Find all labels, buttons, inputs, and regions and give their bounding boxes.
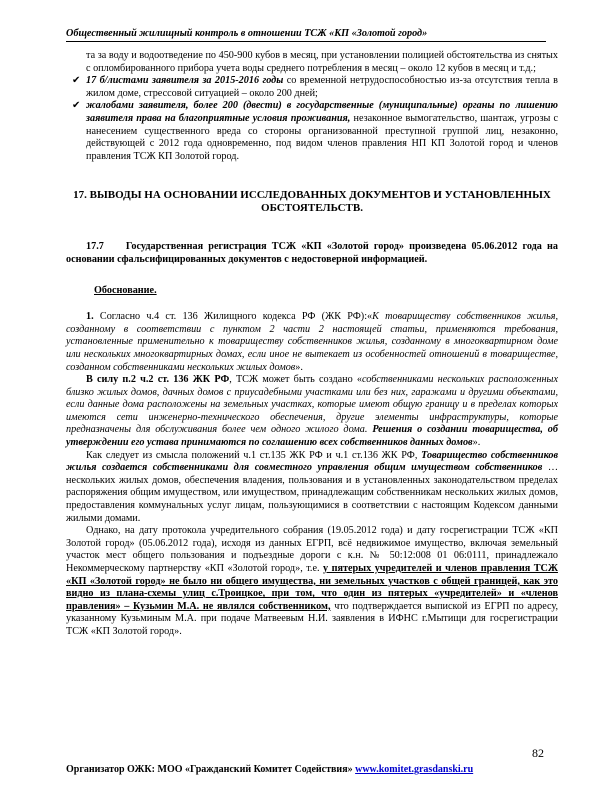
paragraph-2 <box>66 374 558 450</box>
subsection-heading <box>66 241 558 266</box>
bold-quote-text: Решения о создании товарищества, об утверждении его устава принимаются по соглашению всех собственников данных домов <box>66 424 558 449</box>
bullet-text: незаконное вымогательство, шантаж, угрозы с нанесением существенного вреда со стороны организованной преступной группой лиц, незаконно, действующей с 2012 года одновременно, под видом членов правления НП КП Золотой город и членов правления ТСЖ КП Золотой город. <box>86 112 558 162</box>
bold-text: В силу п.2 ч.2 ст. 136 ЖК РФ <box>86 374 230 386</box>
subsection-text: Государственная регистрация ТСЖ «КП «Золотой город» произведена 05.06.2012 года на основании сфальсифицированных документов с недостоверной информацией. <box>66 241 558 265</box>
paragraph-3 <box>66 450 558 526</box>
paragraph-text: Однако, на дату протокола учредительного собрания (19.05.2012 года) и дату госрегистрации ТСЖ «КП Золотой город» (05.06.2012 года), исходя из данных ЕГРП, всё недвижимое имущество, включая земельный участок мест общего пользования и подъездные дороги с к.н. № 50:12:008 01 06:0111, принадлежало Некоммерческому партнерству «КП «Золотой город», т.е. <box>66 525 558 574</box>
bold-quote-text: Товарищество собственников жилья создается собственниками для совместного управления общим имуществом собственников <box>66 449 559 474</box>
paragraph-1 <box>66 311 558 374</box>
bullet-bold-text: 17 б/листами заявителя за 2015-2016 годы <box>86 75 284 87</box>
basis-heading: Обоснование. <box>94 284 157 296</box>
page-number: 82 <box>532 746 544 760</box>
paragraph-4 <box>66 525 558 638</box>
page-footer <box>66 764 546 775</box>
paragraph-text: что подтверждается выпиской из ЕГРП по адресу, указанному Кузьминым М.А. при подаче Матвеевым Н.И. заявления в ИФНС г.Мытищи для госрегистрации ТСЖ «КП Золотой город». <box>66 600 558 637</box>
paragraph-text: … нескольких жилых домов, обеспечения владения, пользования и в установленных законодательством пределах распоряжения общим имуществом, или имуществом, принадлежащим собственникам нескольких жилых домов, предоставления коммунальных услуг лицам, пользующимися в соответствии с настоящим Кодексом данными жилыми домами. <box>66 462 559 524</box>
paragraph-text: ». <box>295 361 303 373</box>
check-bullet-icon: ✔ <box>72 100 81 112</box>
paragraph-text: Как следует из смысла положений ч.1 ст.135 ЖК РФ и ч.1 ст.136 ЖК РФ, <box>86 449 422 461</box>
list-item <box>66 100 558 163</box>
section-heading: 17. ВЫВОДЫ НА ОСНОВАНИИ ИССЛЕДОВАННЫХ ДОКУМЕНТОВ И УСТАНОВЛЕННЫХ ОБСТОЯТЕЛЬСТВ. <box>73 189 551 215</box>
running-header: Общественный жилищный контроль в отношении ТСЖ «КП «Золотой город» <box>66 28 546 42</box>
paragraph-text: ». <box>472 437 481 449</box>
check-bullet-icon: ✔ <box>72 75 81 87</box>
paragraph-number: 1. <box>86 311 94 323</box>
quote-text: собственниками нескольких расположенных близко жилых домов, дачных домов с приусадебными участками или без них, гаражами и другими объектами, если данные дома расположены на земельных участках, которые имеют общую границу и в пределах которых имеются сети инженерно-технического обеспечения, другие элементы инфраструктуры, которые предназначены для обслуживания более чем одного жилого дома. <box>66 374 558 436</box>
bullet-text: со временной нетрудоспособностью из-за отсутствия тепла в жилом доме, стрессовой ситуацией – около 200 дней; <box>86 75 558 99</box>
continued-line: та за воду и водоотведение по 450-900 кубов в месяц, при установлении полицией обстоятельства из снятых с опломбированного прибора учета воды среднего потребления в месяц – около 12 кубов в месяц и т.д.; <box>86 50 558 74</box>
bullet-bold-text: жалобами заявителя, более 200 (двести) в государственные (муниципальные) органы по лишению заявителя права на благоприятные условия проживания, <box>86 100 558 124</box>
footer-website-link[interactable]: www.komitet.grasdanski.ru <box>355 764 474 775</box>
footer-organizer: Организатор ОЖК: МОО «Гражданский Комитет Содействия» <box>66 764 353 775</box>
subsection-number: 17.7 <box>86 241 104 253</box>
document-body <box>66 50 558 639</box>
paragraph-text: , ТСЖ может быть создано « <box>229 374 363 386</box>
list-item <box>66 75 558 100</box>
quote-text: К товариществу собственников жилья, созданному в соответствии с пунктом 2 части 2 настоящей статьи, применяются требования, установленные применительно к товариществу собственников жилья, созданному в многоквартирном доме или нескольких многоквартирных домах, если иное не вытекает из особенностей отношений в товариществе, созданном собственниками нескольких жилых домов <box>66 311 558 373</box>
paragraph-text: Согласно ч.4 ст. 136 Жилищного кодекса РФ (ЖК РФ):« <box>93 311 373 323</box>
bold-underlined-text: у пятерых учредителей и членов правления ТСЖ «КП «Золотой город» не было ни общего имущества, ни земельных участков с общей границей, как это видно из плана-схемы улиц с.Троицкое, при том, что один из пятерых «учредителей» и «членов правления» – Кузьмин М.А. не являлся собственником, <box>66 563 558 612</box>
